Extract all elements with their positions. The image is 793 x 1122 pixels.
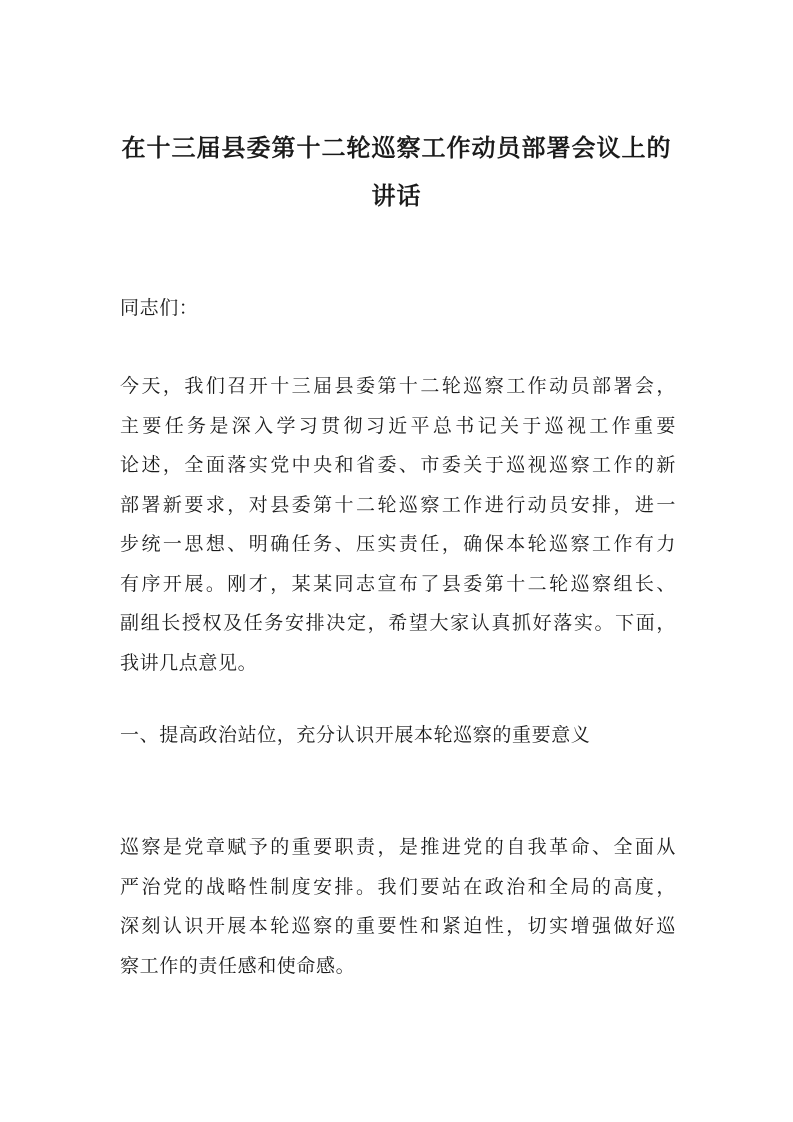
- section-heading-1: [120, 716, 676, 756]
- paragraph-line: 主要任务是深入学习贯彻习近平总书记关于巡视工作重要: [120, 414, 676, 437]
- paragraph-section-1: [120, 828, 676, 986]
- paragraph-line: 我讲几点意见。: [120, 651, 258, 674]
- paragraph-line: 步统一思想、明确任务、压实责任，确保本轮巡察工作有力: [120, 533, 676, 555]
- paragraph-line: 深刻认识开展本轮巡察的重要性和紧迫性，切实增强做好巡: [120, 915, 676, 937]
- paragraph-line: 部署新要求，对县委第十二轮巡察工作进行动员安排，进一: [120, 493, 676, 516]
- salutation: [120, 289, 676, 329]
- salutation-text: 同志们：: [120, 297, 199, 319]
- paragraph-opening: [120, 367, 676, 683]
- paragraph-line: 副组长授权及任务安排决定，希望大家认真抓好落实。下面，: [120, 612, 676, 634]
- document-title-line-1: 在十三届县委第十二轮巡察工作动员部署会议上的: [121, 133, 672, 162]
- paragraph-line: 今天，我们召开十三届县委第十二轮巡察工作动员部署会，: [120, 375, 676, 397]
- document-title-line-2: 讲话: [371, 181, 422, 210]
- paragraph-line: 有序开展。刚才，某某同志宣布了县委第十二轮巡察组长、: [120, 572, 676, 595]
- paragraph-line: 巡察是党章赋予的重要职责，是推进党的自我革命、全面从: [120, 836, 676, 858]
- paragraph-line: 严治党的战略性制度安排。我们要站在政治和全局的高度，: [120, 875, 676, 898]
- paragraph-line: 论述，全面落实党中央和省委、市委关于巡视巡察工作的新: [120, 454, 676, 476]
- section-heading-text: 一、提高政治站位，充分认识开展本轮巡察的重要意义: [120, 724, 591, 746]
- paragraph-line: 察工作的责任感和使命感。: [120, 954, 356, 977]
